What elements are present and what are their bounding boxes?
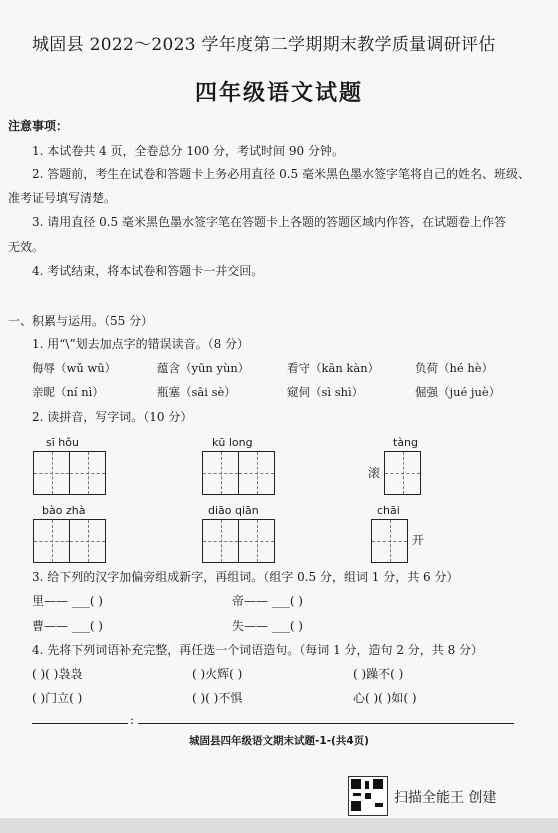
writing-grid[interactable] bbox=[33, 451, 106, 495]
answer-colon: : bbox=[130, 713, 135, 727]
section1-title: 一、积累与运用。（55 分） bbox=[8, 314, 154, 328]
writing-grid[interactable] bbox=[33, 519, 106, 563]
writing-grid[interactable] bbox=[371, 519, 408, 563]
given-char-before: 滚 bbox=[368, 466, 381, 480]
q4-item: ( )火辉( ) bbox=[192, 667, 243, 681]
pinyin-label: sī hǒu bbox=[46, 436, 79, 449]
q3-row: 里—— ___( ) bbox=[32, 594, 103, 608]
q1-item: 看守（kān kàn） bbox=[287, 361, 380, 375]
q1-prompt: 1. 用“\”划去加点字的错误读音。（8 分） bbox=[32, 337, 250, 351]
note-3b: 无效。 bbox=[8, 240, 45, 254]
note-2a: 2. 答题前，考生在试卷和答题卡上务必用直径 0.5 毫米黑色墨水签字笔将自己的姓名、班级、 bbox=[32, 167, 530, 181]
q3-row: 失—— ___( ) bbox=[232, 619, 303, 633]
note-3a: 3. 请用直径 0.5 毫米黑色墨水签字笔在答题卡上各题的答题区域内作答，在试题卷上作答 bbox=[32, 215, 506, 229]
q1-item: 蕴含（yūn yùn） bbox=[157, 361, 250, 375]
q3-row: 帝—— ___( ) bbox=[232, 594, 303, 608]
pinyin-label: kū long bbox=[212, 436, 253, 449]
bottom-strip bbox=[0, 818, 558, 833]
q4-item: ( )( )不惧 bbox=[192, 691, 243, 705]
pinyin-label: chāi bbox=[377, 504, 400, 517]
q1-item: 瓶塞（sāi sè） bbox=[157, 385, 236, 399]
q2-prompt: 2. 读拼音，写字词。（10 分） bbox=[32, 410, 193, 424]
note-4: 4. 考试结束，将本试卷和答题卡一并交回。 bbox=[32, 264, 264, 278]
answer-line[interactable] bbox=[32, 723, 128, 724]
pinyin-label: bào zhà bbox=[42, 504, 86, 517]
pinyin-label: tàng bbox=[393, 436, 419, 449]
q4-prompt: 4. 先将下列词语补充完整，再任选一个词语造句。（每词 1 分，造句 2 分，共 8 分） bbox=[32, 643, 484, 657]
writing-grid[interactable] bbox=[202, 519, 275, 563]
q4-item: ( )躁不( ) bbox=[353, 667, 404, 681]
q1-item: 倔强（jué juè） bbox=[415, 385, 501, 399]
writing-grid[interactable] bbox=[384, 451, 421, 495]
note-2b: 准考证号填写清楚。 bbox=[8, 191, 117, 205]
q3-prompt: 3. 给下列的汉字加偏旁组成新字，再组词。（组字 0.5 分，组词 1 分，共 6 分） bbox=[32, 570, 459, 584]
given-char-after: 开 bbox=[412, 533, 425, 547]
pinyin-label: diāo qiān bbox=[208, 504, 259, 517]
exam-header: 城固县 2022～2023 学年度第二学期期末教学质量调研评估 bbox=[32, 35, 496, 55]
writing-grid[interactable] bbox=[202, 451, 275, 495]
q4-item: ( )( )袅袅 bbox=[32, 667, 83, 681]
answer-line[interactable] bbox=[138, 723, 514, 724]
q4-item: 心( )( )如( ) bbox=[353, 691, 417, 705]
q3-row: 曹—— ___( ) bbox=[32, 619, 103, 633]
q1-item: 侮辱（wǔ wū） bbox=[32, 361, 117, 375]
note-1: 1. 本试卷共 4 页，全卷总分 100 分，考试时间 90 分钟。 bbox=[32, 144, 344, 158]
q1-item: 窥伺（sì shì） bbox=[287, 385, 364, 399]
q1-item: 负荷（hé hè） bbox=[415, 361, 494, 375]
q4-item: ( )门立( ) bbox=[32, 691, 83, 705]
notes-heading: 注意事项： bbox=[8, 119, 69, 133]
page-footer: 城固县四年级语文期末试题-1-(共4页) bbox=[189, 735, 369, 747]
scanner-watermark: 扫描全能王 创建 bbox=[394, 790, 497, 806]
page-title: 四年级语文试题 bbox=[194, 80, 363, 106]
qr-code-icon bbox=[348, 776, 388, 816]
q1-item: 亲昵（ní nì） bbox=[32, 385, 104, 399]
